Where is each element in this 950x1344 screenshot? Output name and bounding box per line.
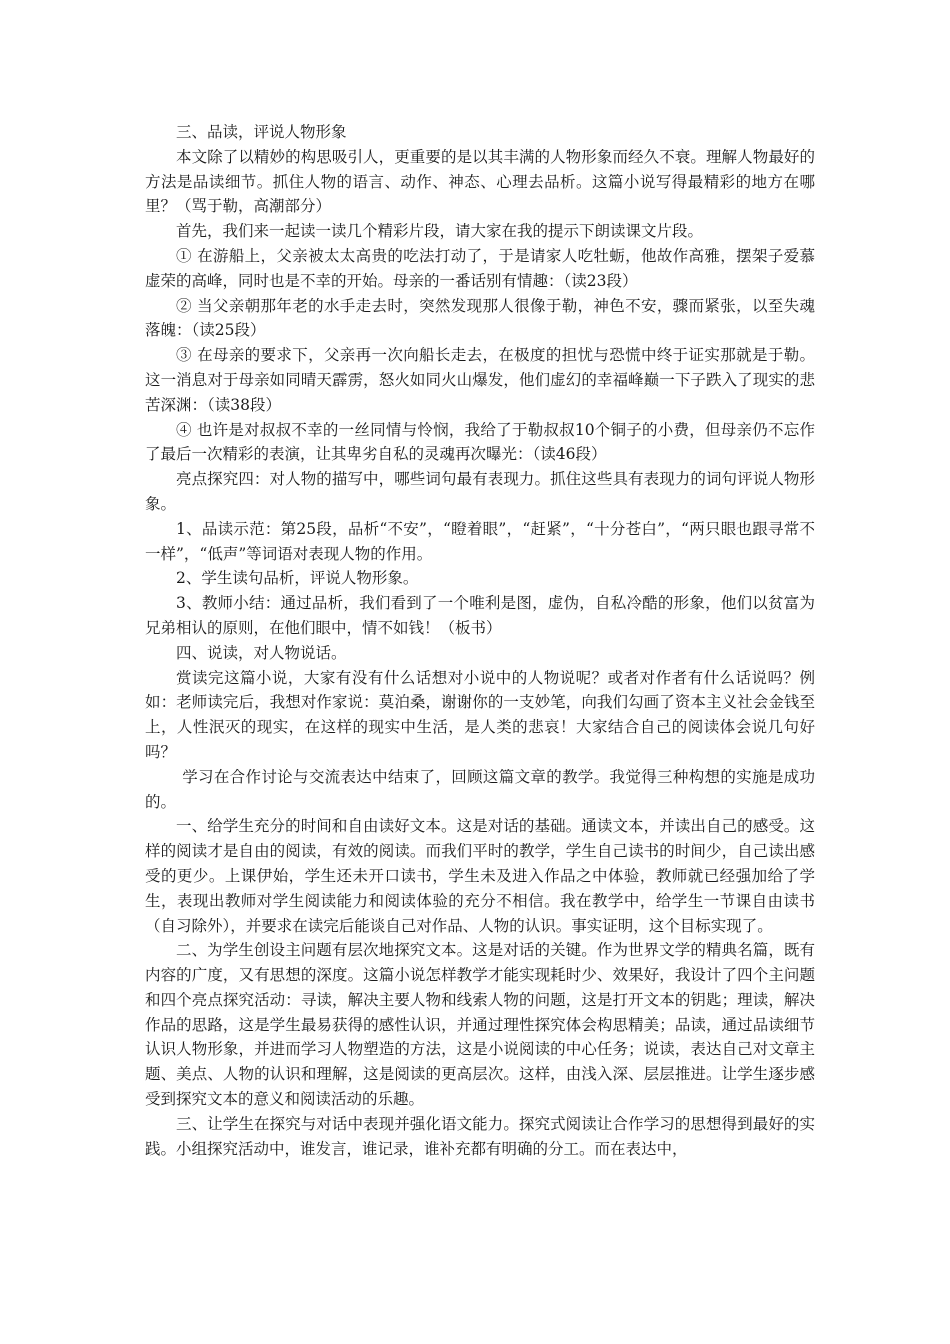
list-item-3: 3、教师小结：通过品析，我们看到了一个唯利是图，虚伪，自私冷酷的形象，他们以贫富为兄弟相认的原则，在他们眼中，情不如钱！（板书）	[145, 594, 815, 637]
paragraph-reading-prompt: 首先，我们来一起读一读几个精彩片段，请大家在我的提示下朗读课文片段。	[176, 222, 704, 241]
document-body	[145, 120, 815, 1161]
reflection-point-2: 二、为学生创设主问题有层次地探究文本。这是对话的关键。作为世界文学的精典名篇，既有内容的广度，又有思想的深度。这篇小说怎样教学才能实现耗时少、效果好，我设计了四个主问题和四个亮点探究活动：寻读，解决主要人物和线索人物的问题，这是打开文本的钥匙；理读，解决作品的思路，这是学生最易获得的感性认识，并通过理性探究体会构思精美；品读，通过品读细节认识人物形象，并进而学习人物塑造的方法，这是小说阅读的中心任务；说读，表达自己对文章主题、美点、人物的认识和理解，这是阅读的更高层次。这样，由浅入深、层层推进。让学生逐步感受到探究文本的意义和阅读活动的乐趣。	[145, 941, 815, 1109]
excerpt-3: ③ 在母亲的要求下，父亲再一次向船长走去，在极度的担忧与恐慌中终于证实那就是于勒。这一消息对于母亲如同晴天霹雳，怒火如同火山爆发，他们虚幻的幸福峰巅一下子跌入了现实的悲苦深渊：（读38段）	[145, 346, 815, 414]
paragraph-speak-to-characters: 赏读完这篇小说，大家有没有什么话想对小说中的人物说呢？或者对作者有什么话说吗？例如：老师读完后，我想对作家说：莫泊桑，谢谢你的一支妙笔，向我们勾画了资本主义社会金钱至上，人性泯灭的现实，在这样的现实中生活，是人类的悲哀！大家结合自己的阅读体会说几句好吗？	[145, 668, 815, 761]
reflection-point-3: 三、让学生在探究与对话中表现并强化语文能力。探究式阅读让合作学习的思想得到最好的实践。小组探究活动中，谁发言，谁记录，谁补充都有明确的分工。而在表达中，	[145, 1114, 815, 1158]
excerpt-2: ② 当父亲朝那年老的水手走去时，突然发现那人很像于勒，神色不安，骤而紧张，以至失魂落魄：（读25段）	[145, 296, 815, 340]
paragraph-reflection: 学习在合作讨论与交流表达中结束了，回顾这篇文章的教学。我觉得三种构想的实施是成功的。	[145, 767, 815, 811]
list-item-1: 1、品读示范：第25段，品析“不安”，“瞪着眼”，“赶紧”，“十分苍白”，“两只眼也跟寻常不一样”，“低声”等词语对表现人物的作用。	[145, 519, 815, 563]
section-heading-3: 三、品读，评说人物形象	[176, 123, 347, 141]
excerpt-4: ④ 也许是对叔叔不幸的一丝同情与怜悯，我给了于勒叔叔10个铜子的小费，但母亲仍不忘作了最后一次精彩的表演，让其卑劣自私的灵魂再次曝光：（读46段）	[145, 420, 815, 464]
paragraph-intro: 本文除了以精妙的构思吸引人，更重要的是以其丰满的人物形象而经久不衰。理解人物最好的方法是品读细节。抓住人物的语言、动作、神态、心理去品析。这篇小说写得最精彩的地方在哪里？（骂于勒，高潮部分）	[145, 147, 815, 216]
section-heading-4: 四、说读，对人物说话。	[176, 643, 347, 662]
list-item-2: 2、学生读句品析，评说人物形象。	[176, 569, 419, 588]
reflection-point-1: 一、给学生充分的时间和自由读好文本。这是对话的基础。通读文本，并读出自己的感受。这样的阅读才是自由的阅读，有效的阅读。而我们平时的教学，学生自己读书的时间少，自己读出感受的更少。上课伊始，学生还未开口读书，学生未及进入作品之中体验，教师就已经强加给了学生，表现出教师对学生阅读能力和阅读体验的充分不相信。我在教学中，给学生一节课自由读书（自习除外），并要求在读完后能谈自己对作品、人物的认识。事实证明，这个目标实现了。	[145, 817, 815, 935]
highlight-exploration-4: 亮点探究四：对人物的描写中，哪些词句最有表现力。抓住这些具有表现力的词句评说人物形象。	[145, 470, 815, 513]
excerpt-1: ① 在游船上，父亲被太太高贵的吃法打动了，于是请家人吃牡蛎，他故作高雅，摆架子爱慕虚荣的高峰，同时也是不幸的开始。母亲的一番话别有情趣：（读23段）	[145, 246, 815, 290]
